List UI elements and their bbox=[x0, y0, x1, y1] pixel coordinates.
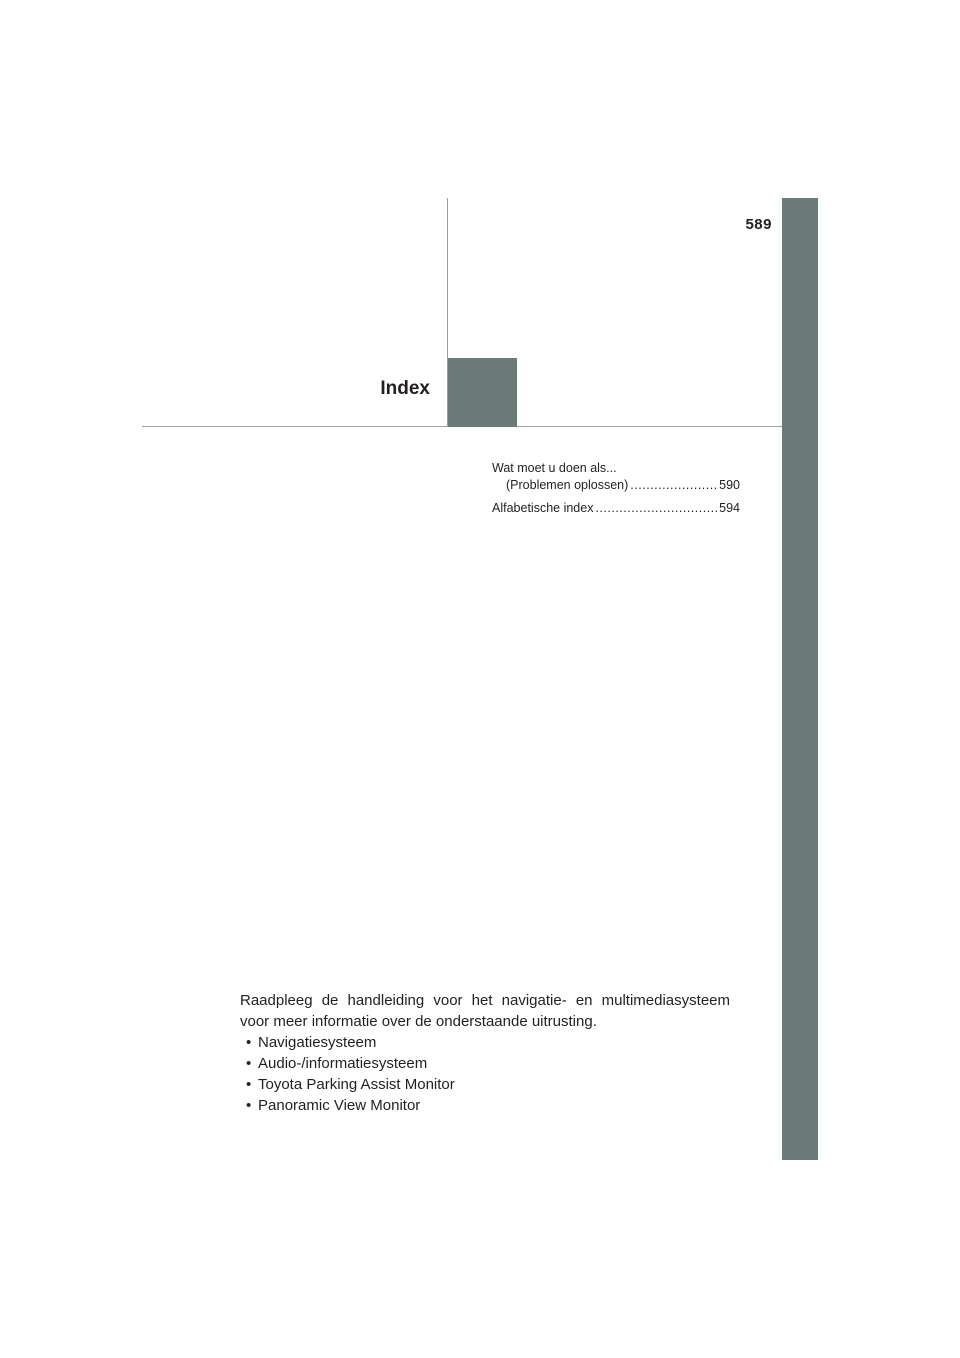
list-item-text: Toyota Parking Assist Monitor bbox=[258, 1076, 455, 1093]
toc-page-number: 590 bbox=[719, 478, 740, 492]
list-item bbox=[246, 1032, 730, 1053]
toc-leader-dots bbox=[630, 477, 717, 494]
toc-entry-title: Alfabetische index bbox=[492, 501, 594, 515]
toc-entry-troubleshooting[interactable] bbox=[492, 460, 740, 494]
list-item-text: Audio-/informatiesysteem bbox=[258, 1055, 428, 1072]
page-number: 589 bbox=[745, 216, 772, 233]
list-item bbox=[246, 1095, 730, 1116]
toc-leader-dots bbox=[595, 500, 717, 517]
section-title: Index bbox=[380, 378, 430, 399]
note-line-2: voor meer informatie over de onderstaande uitrusting. bbox=[240, 1013, 597, 1030]
bullet-icon: • bbox=[246, 1076, 252, 1093]
bullet-icon: • bbox=[246, 1034, 252, 1051]
toc-line bbox=[492, 460, 740, 477]
toc-page-number: 594 bbox=[719, 501, 740, 515]
equipment-note bbox=[240, 990, 730, 1116]
list-item-text: Navigatiesysteem bbox=[258, 1034, 377, 1051]
toc-entry-subtitle: (Problemen oplossen) bbox=[506, 478, 629, 492]
toc-line bbox=[492, 500, 740, 517]
section-marker-block bbox=[448, 358, 517, 427]
toc-line bbox=[492, 477, 740, 494]
toc-entry-alphabetical-index[interactable] bbox=[492, 500, 740, 517]
list-item bbox=[246, 1053, 730, 1074]
list-item-text: Panoramic View Monitor bbox=[258, 1097, 421, 1114]
bullet-icon: • bbox=[246, 1097, 252, 1114]
bullet-icon: • bbox=[246, 1055, 252, 1072]
list-item bbox=[246, 1074, 730, 1095]
side-tab bbox=[782, 198, 818, 1160]
note-line-1: Raadpleeg de handleiding voor het navigatie- en multimediasysteem bbox=[240, 992, 730, 1009]
toc-entry-title: Wat moet u doen als... bbox=[492, 461, 617, 475]
table-of-contents bbox=[492, 460, 740, 523]
equipment-list bbox=[240, 1032, 730, 1116]
